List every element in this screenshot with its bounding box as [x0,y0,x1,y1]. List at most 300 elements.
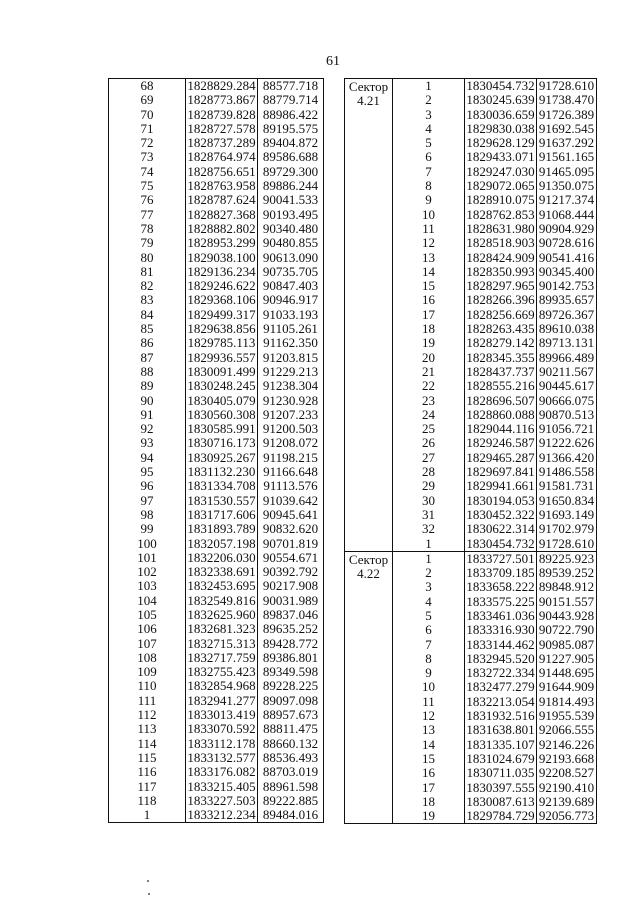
y-coordinate-cell: 90735.705 [262,264,319,279]
point-number-cell: 96 [109,479,186,493]
x-coordinate-cell: 1830036.659 [465,108,537,122]
point-number-cell: 30 [393,494,465,508]
table-row [109,79,323,93]
y-coordinate-cell: 91581.731 [538,479,595,494]
y-coordinate-cell: 88986.422 [262,107,319,122]
y-coordinate-cell: 91644.909 [538,680,595,695]
table-row [393,265,596,279]
table-row [393,208,596,222]
point-number-cell: 69 [109,93,186,107]
y-coordinate-cell: 90541.416 [538,250,595,265]
x-coordinate-cell: 1831932.516 [465,709,537,723]
y-coordinate-cell: 92146.226 [538,737,595,752]
point-number-cell: 5 [393,136,465,150]
point-number-cell: 107 [109,637,186,651]
table-row [393,308,596,322]
x-coordinate-cell: 1833144.462 [465,638,537,652]
x-coordinate-cell: 1832453.695 [186,579,258,593]
x-coordinate-cell: 1829465.287 [465,451,537,465]
point-number-cell: 20 [393,351,465,365]
point-number-cell: 2 [393,93,465,107]
point-number-cell: 2 [393,566,465,580]
table-row [109,236,323,250]
point-number-cell: 117 [109,780,186,794]
table-row [393,236,596,250]
table-row [393,179,596,193]
y-coordinate-cell: 90340.480 [262,221,319,236]
page-number: 61 [326,54,340,69]
x-coordinate-cell: 1830454.732 [465,79,537,93]
y-coordinate-cell: 91561.165 [538,150,595,165]
table-row [393,279,596,293]
table-row [393,465,596,479]
point-number-cell: 1 [109,808,186,822]
point-number-cell: 9 [393,666,465,680]
table-row [393,623,596,637]
point-number-cell: 17 [393,781,465,795]
y-coordinate-cell: 91217.374 [538,193,595,208]
y-coordinate-cell: 91366.420 [538,450,595,465]
table-row [109,594,323,608]
point-number-cell: 8 [393,652,465,666]
table-row [109,193,323,207]
y-coordinate-cell: 89097.098 [262,693,319,708]
point-number-cell: 104 [109,594,186,608]
point-number-cell: 7 [393,638,465,652]
x-coordinate-cell: 1830452.322 [465,508,537,522]
x-coordinate-cell: 1833727.501 [465,552,537,566]
x-coordinate-cell: 1828266.396 [465,293,537,307]
table-row [393,351,596,365]
point-number-cell: 75 [109,179,186,193]
point-number-cell: 118 [109,794,186,808]
y-coordinate-cell: 90151.557 [538,594,595,609]
table-row [393,336,596,350]
point-number-cell: 4 [393,595,465,609]
x-coordinate-cell: 1828424.909 [465,251,537,265]
y-coordinate-cell: 90392.792 [262,565,319,580]
x-coordinate-cell: 1830087.613 [465,795,537,809]
point-number-cell: 79 [109,236,186,250]
scan-speck [147,880,149,882]
table-row [393,451,596,465]
sector-block [345,551,596,824]
table-row [393,638,596,652]
table-row [393,609,596,623]
y-coordinate-cell: 90211.567 [539,364,594,379]
y-coordinate-cell: 89428.772 [262,636,319,651]
x-coordinate-cell: 1829638.856 [186,322,258,336]
point-number-cell: 95 [109,465,186,479]
table-row [109,665,323,679]
table-row [109,251,323,265]
y-coordinate-cell: 89195.575 [262,121,319,136]
x-coordinate-cell: 1829784.729 [465,809,537,823]
table-row [109,408,323,422]
scan-speck [148,893,150,895]
point-number-cell: 115 [109,751,186,765]
x-coordinate-cell: 1833013.419 [186,708,258,722]
point-number-cell: 3 [393,108,465,122]
point-number-cell: 24 [393,408,465,422]
table-row [393,781,596,795]
table-row [109,722,323,736]
point-number-cell: 31 [393,508,465,522]
y-coordinate-cell: 91955.539 [538,709,595,724]
y-coordinate-cell: 90870.513 [538,407,595,422]
point-number-cell: 18 [393,322,465,336]
table-row [109,537,323,551]
table-row [109,465,323,479]
y-coordinate-cell: 90345.400 [538,264,595,279]
point-number-cell: 18 [393,795,465,809]
y-coordinate-cell: 89886.244 [262,179,319,194]
point-number-cell: 8 [393,179,465,193]
y-coordinate-cell: 89610.038 [538,322,595,337]
x-coordinate-cell: 1828437.737 [465,365,537,379]
y-coordinate-cell: 91650.834 [538,493,595,508]
x-coordinate-cell: 1828518.903 [465,236,537,250]
x-coordinate-cell: 1831638.801 [465,723,537,737]
table-row [393,150,596,164]
table-row [109,351,323,365]
point-number-cell: 111 [109,694,186,708]
x-coordinate-cell: 1832057.198 [186,537,258,551]
point-number-cell: 88 [109,365,186,379]
x-coordinate-cell: 1830925.267 [186,451,258,465]
point-number-cell: 21 [393,365,465,379]
point-number-cell: 105 [109,608,186,622]
x-coordinate-cell: 1832715.313 [186,637,258,651]
point-number-cell: 26 [393,436,465,450]
x-coordinate-cell: 1830585.991 [186,422,258,436]
point-number-cell: 82 [109,279,186,293]
y-coordinate-cell: 90613.090 [262,250,319,265]
y-coordinate-cell: 91162.350 [263,336,318,351]
x-coordinate-cell: 1828631.980 [465,222,537,236]
point-number-cell: 6 [393,150,465,164]
y-coordinate-cell: 90722.790 [538,623,595,638]
x-coordinate-cell: 1828263.435 [465,322,537,336]
sector-number: 4.22 [357,566,380,582]
table-row [393,136,596,150]
point-number-cell: 80 [109,251,186,265]
point-number-cell: 6 [393,623,465,637]
y-coordinate-cell: 91113.576 [263,479,318,494]
x-coordinate-cell: 1833316.930 [465,623,537,637]
x-coordinate-cell: 1828829.284 [186,79,258,93]
y-coordinate-cell: 91238.304 [262,379,319,394]
y-coordinate-cell: 91203.815 [262,350,319,365]
y-coordinate-cell: 89586.688 [262,150,319,165]
x-coordinate-cell: 1829433.071 [465,150,537,164]
y-coordinate-cell: 89386.801 [262,650,319,665]
y-coordinate-cell: 91208.072 [262,436,319,451]
point-number-cell: 12 [393,709,465,723]
table-row [393,566,596,580]
y-coordinate-cell: 89225.923 [538,551,595,566]
table-row [109,394,323,408]
point-number-cell: 10 [393,208,465,222]
y-coordinate-cell: 91486.558 [538,465,595,480]
x-coordinate-cell: 1828696.507 [465,394,537,408]
table-row [393,79,596,93]
table-row [109,679,323,693]
table-row [393,379,596,393]
table-row [109,765,323,779]
point-number-cell: 113 [109,722,186,736]
y-coordinate-cell: 90946.917 [262,293,319,308]
point-number-cell: 90 [109,394,186,408]
x-coordinate-cell: 1830716.173 [186,436,258,450]
y-coordinate-cell: 92190.410 [538,780,595,795]
point-number-cell: 85 [109,322,186,336]
x-coordinate-cell: 1831132.230 [186,465,258,479]
y-coordinate-cell: 89837.046 [262,607,319,622]
point-number-cell: 71 [109,122,186,136]
table-row [393,394,596,408]
table-row [393,508,596,522]
y-coordinate-cell: 89349.598 [262,665,319,680]
y-coordinate-cell: 89713.131 [538,336,595,351]
y-coordinate-cell: 91465.095 [538,164,595,179]
point-number-cell: 1 [393,537,465,551]
point-number-cell: 10 [393,680,465,694]
point-number-cell: 91 [109,408,186,422]
x-coordinate-cell: 1830397.555 [465,781,537,795]
y-coordinate-cell: 88536.493 [262,750,319,765]
y-coordinate-cell: 88660.132 [262,736,319,751]
x-coordinate-cell: 1832945.520 [465,652,537,666]
x-coordinate-cell: 1829368.106 [186,293,258,307]
x-coordinate-cell: 1833212.234 [186,808,258,822]
x-coordinate-cell: 1829936.557 [186,351,258,365]
y-coordinate-cell: 91068.444 [538,207,595,222]
x-coordinate-cell: 1828256.669 [465,308,537,322]
point-number-cell: 27 [393,451,465,465]
point-number-cell: 78 [109,222,186,236]
point-number-cell: 74 [109,165,186,179]
y-coordinate-cell: 90480.855 [262,236,319,251]
x-coordinate-cell: 1833070.592 [186,722,258,736]
y-coordinate-cell: 91726.389 [538,107,595,122]
x-coordinate-cell: 1832213.054 [465,695,537,709]
point-number-cell: 11 [393,695,465,709]
y-coordinate-cell: 89404.872 [262,136,319,151]
table-row [393,552,596,566]
x-coordinate-cell: 1828953.299 [186,236,258,250]
table-row [109,694,323,708]
y-coordinate-cell: 90445.617 [538,379,595,394]
point-number-cell: 1 [393,552,465,566]
x-coordinate-cell: 1833227.503 [186,794,258,808]
y-coordinate-cell: 91702.979 [538,522,595,537]
x-coordinate-cell: 1828555.216 [465,379,537,393]
y-coordinate-cell: 90904.929 [538,221,595,236]
x-coordinate-cell: 1828756.651 [186,165,258,179]
x-coordinate-cell: 1828882.802 [186,222,258,236]
y-coordinate-cell: 91350.075 [538,179,595,194]
y-coordinate-cell: 91166.648 [263,465,318,480]
point-number-cell: 103 [109,579,186,593]
table-row [109,637,323,651]
x-coordinate-cell: 1829247.030 [465,165,537,179]
sector-title: Сектор [348,551,389,567]
point-number-cell: 13 [393,251,465,265]
table-row [393,766,596,780]
point-number-cell: 13 [393,723,465,737]
table-row [393,695,596,709]
point-number-cell: 15 [393,752,465,766]
table-row [109,93,323,107]
point-number-cell: 1 [393,79,465,93]
point-number-cell: 108 [109,651,186,665]
y-coordinate-cell: 91728.610 [538,536,595,551]
table-row [109,551,323,565]
point-number-cell: 83 [109,293,186,307]
x-coordinate-cell: 1832854.968 [186,679,258,693]
x-coordinate-cell: 1829246.587 [465,436,537,450]
x-coordinate-cell: 1830245.639 [465,93,537,107]
x-coordinate-cell: 1828297.965 [465,279,537,293]
table-row [109,208,323,222]
table-row [109,322,323,336]
table-row [109,150,323,164]
sector-rows [393,79,596,551]
table-row [393,522,596,536]
point-number-cell: 110 [109,679,186,693]
table-row [109,737,323,751]
point-number-cell: 5 [393,609,465,623]
y-coordinate-cell: 90443.928 [538,608,595,623]
x-coordinate-cell: 1828737.289 [186,136,258,150]
point-number-cell: 3 [393,580,465,594]
table-row [393,680,596,694]
x-coordinate-cell: 1831024.679 [465,752,537,766]
table-row [393,293,596,307]
point-number-cell: 7 [393,165,465,179]
y-coordinate-cell: 91039.642 [262,493,319,508]
y-coordinate-cell: 91728.610 [538,79,595,93]
point-number-cell: 94 [109,451,186,465]
x-coordinate-cell: 1832338.691 [186,565,258,579]
y-coordinate-cell: 90945.641 [262,507,319,522]
point-number-cell: 112 [109,708,186,722]
x-coordinate-cell: 1829246.622 [186,279,258,293]
x-coordinate-cell: 1832722.334 [465,666,537,680]
x-coordinate-cell: 1833132.577 [186,751,258,765]
y-coordinate-cell: 92208.527 [538,766,595,781]
x-coordinate-cell: 1833658.222 [465,580,537,594]
y-coordinate-cell: 91227.905 [538,651,595,666]
table-row [109,622,323,636]
point-number-cell: 77 [109,208,186,222]
y-coordinate-cell: 90701.819 [262,536,319,551]
table-row [109,265,323,279]
y-coordinate-cell: 91738.470 [538,93,595,108]
point-number-cell: 4 [393,122,465,136]
table-row [393,436,596,450]
y-coordinate-cell: 90031.989 [262,593,319,608]
y-coordinate-cell: 88779.714 [262,93,319,108]
x-coordinate-cell: 1832549.816 [186,594,258,608]
x-coordinate-cell: 1831717.606 [186,508,258,522]
table-row [109,579,323,593]
y-coordinate-cell: 89726.367 [538,307,595,322]
x-coordinate-cell: 1829499.317 [186,308,258,322]
y-coordinate-cell: 92139.689 [538,794,595,809]
x-coordinate-cell: 1830248.245 [186,379,258,393]
y-coordinate-cell: 92056.773 [538,809,595,824]
coordinates-table-left [108,78,324,823]
y-coordinate-cell: 91198.215 [263,450,318,465]
table-row [109,522,323,536]
y-coordinate-cell: 91448.695 [538,666,595,681]
table-row [393,494,596,508]
y-coordinate-cell: 91222.626 [538,436,595,451]
table-row [109,179,323,193]
point-number-cell: 87 [109,351,186,365]
table-row [109,379,323,393]
point-number-cell: 106 [109,622,186,636]
table-row [109,222,323,236]
point-number-cell: 114 [109,737,186,751]
point-number-cell: 86 [109,336,186,350]
y-coordinate-cell: 91105.261 [263,322,318,337]
x-coordinate-cell: 1828860.088 [465,408,537,422]
table-row [109,608,323,622]
point-number-cell: 29 [393,479,465,493]
x-coordinate-cell: 1831893.789 [186,522,258,536]
x-coordinate-cell: 1832625.960 [186,608,258,622]
table-row [393,652,596,666]
point-number-cell: 70 [109,108,186,122]
point-number-cell: 102 [109,565,186,579]
y-coordinate-cell: 88957.673 [262,708,319,723]
x-coordinate-cell: 1832717.759 [186,651,258,665]
y-coordinate-cell: 90847.403 [262,279,319,294]
table-row [109,751,323,765]
table-row [393,193,596,207]
y-coordinate-cell: 91692.545 [538,121,595,136]
table-row [109,494,323,508]
table-row [393,408,596,422]
table-row [393,422,596,436]
point-number-cell: 97 [109,494,186,508]
table-row [109,436,323,450]
point-number-cell: 68 [109,79,186,93]
point-number-cell: 23 [393,394,465,408]
point-number-cell: 76 [109,193,186,207]
table-row [109,422,323,436]
y-coordinate-cell: 91637.292 [538,136,595,151]
x-coordinate-cell: 1832477.279 [465,680,537,694]
x-coordinate-cell: 1831334.708 [186,479,258,493]
x-coordinate-cell: 1830560.308 [186,408,258,422]
table-row [393,251,596,265]
x-coordinate-cell: 1828773.867 [186,93,258,107]
x-coordinate-cell: 1832681.323 [186,622,258,636]
table-row [109,451,323,465]
x-coordinate-cell: 1828727.578 [186,122,258,136]
y-coordinate-cell: 88577.718 [262,79,319,93]
x-coordinate-cell: 1829136.234 [186,265,258,279]
y-coordinate-cell: 89966.489 [538,350,595,365]
y-coordinate-cell: 89484.016 [262,808,319,823]
x-coordinate-cell: 1833176.082 [186,765,258,779]
point-number-cell: 116 [109,765,186,779]
x-coordinate-cell: 1829038.100 [186,251,258,265]
